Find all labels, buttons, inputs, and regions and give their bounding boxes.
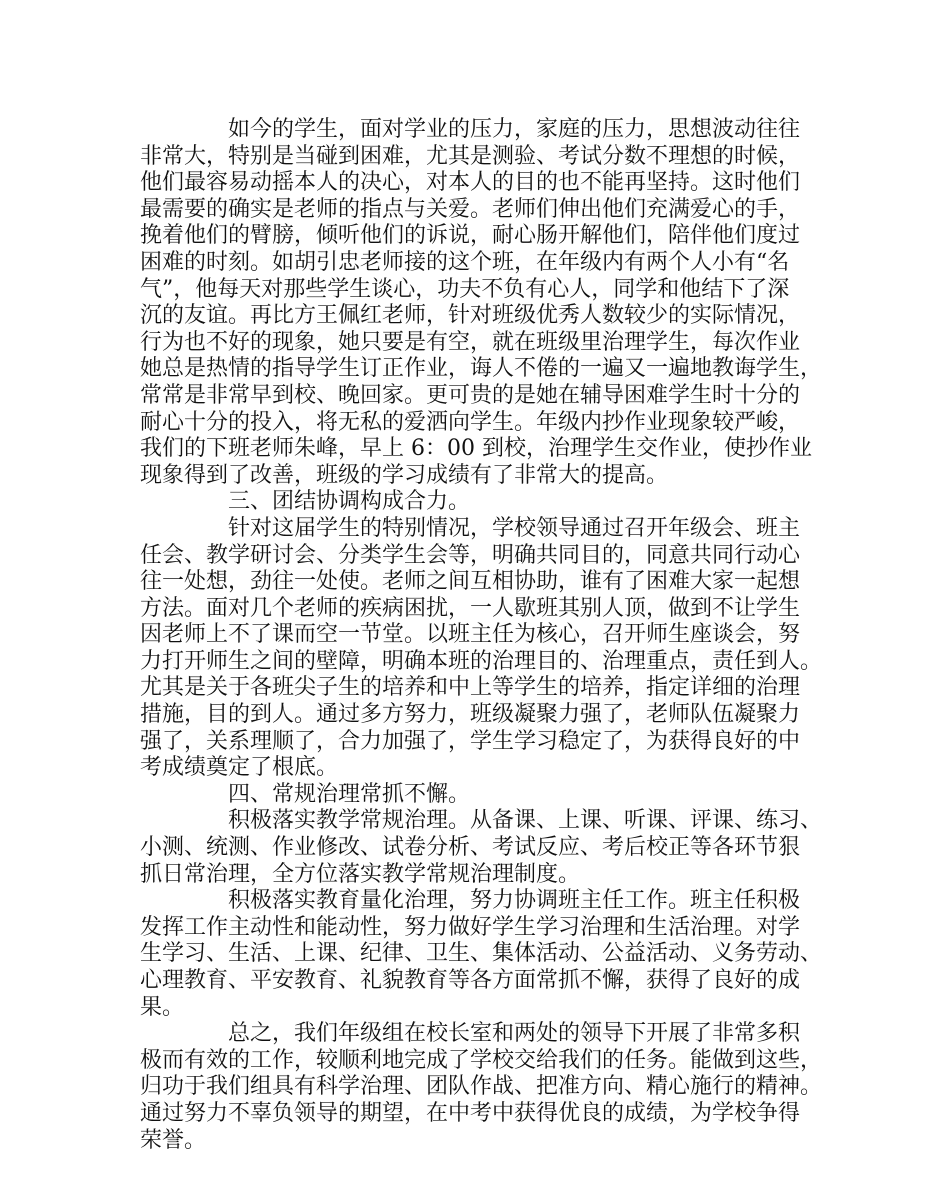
text-line: 考成绩奠定了根底。 [140,755,339,781]
text-line: 困难的时刻。如胡引忠老师接的这个班，在年级内有两个人小有“名 [140,249,790,275]
heading-routine [140,782,830,809]
text-line: 积极落实教学常规治理。从备课、上课、听课、评课、练习、 [228,808,823,834]
text-line: 如今的学生，面对学业的压力，家庭的压力，思想波动往往 [228,117,801,142]
text-line: 针对这届学生的特别情况，学校领导通过召开年级会、班主 [228,515,801,541]
text-line: 力打开师生之间的壁障，明确本班的治理目的、治理重点，责任到人。 [140,648,823,674]
section-heading: 四、常规治理常抓不懈。 [228,781,471,807]
text-line: 沉的友谊。再比方王佩红老师，针对班级优秀人数较少的实际情况， [140,303,801,329]
paragraph-unity [140,516,830,782]
text-line: 尤其是关于各班尖子生的培养和中上等学生的培养，指定详细的治理 [140,675,801,701]
text-line: 行为也不好的现象，她只要是有空，就在班级里治理学生，每次作业 [140,329,801,355]
text-line: 他们最容易动摇本人的决心，对本人的目的也不能再坚持。这时他们 [140,170,801,196]
text-line: 果。 [140,994,185,1020]
text-line: 任会、教学研讨会、分类学生会等，明确共同目的，同意共同行动心 [140,542,801,568]
text-line: 她总是热情的指导学生订正作业，诲人不倦的一遍又一遍地教诲学生， [140,356,823,382]
text-line: 挽着他们的臂膀，倾听他们的诉说，耐心肠开解他们，陪伴他们度过 [140,223,801,249]
text-line: 发挥工作主动性和能动性，努力做好学生学习治理和生活治理。对学 [140,914,801,940]
text-line: 往一处想，劲往一处使。老师之间互相协助，谁有了困难大家一起想 [140,569,801,595]
heading-unity [140,489,830,516]
text-line: 总之，我们年级组在校长室和两处的领导下开展了非常多积 [228,1021,801,1047]
section-heading: 三、团结协调构成合力。 [228,489,471,515]
text-line: 积极落实教育量化治理，努力协调班主任工作。班主任积极 [228,888,801,914]
text-line: 方法。面对几个老师的疾病困扰，一人歇班其别人顶，做到不让学生 [140,595,801,621]
text-line: 常常是非常早到校、晚回家。更可贵的是她在辅导困难学生时十分的 [140,382,801,408]
text-line: 措施，目的到人。通过多方努力，班级凝聚力强了，老师队伍凝聚力 [140,702,801,728]
text-line: 通过努力不辜负领导的期望，在中考中获得优良的成绩，为学校争得 [140,1100,801,1126]
text-line: 荣誉。 [140,1127,207,1153]
text-line: 生学习、生活、上课、纪律、卫生、集体活动、公益活动、义务劳动、 [140,941,823,967]
text-line: 归功于我们组具有科学治理、团队作战、把准方向、精心施行的精神。 [140,1074,823,1100]
paragraph-education-quant [140,888,830,1021]
paragraph-conclusion [140,1021,830,1154]
text-line: 抓日常治理，全方位落实教学常规治理制度。 [140,861,581,887]
text-line: 强了，关系理顺了，合力加强了，学生学习稳定了，为获得良好的中 [140,728,801,754]
text-line: 耐心十分的投入，将无私的爱洒向学生。年级内抄作业现象较严峻， [140,409,801,435]
text-line: 心理教育、平安教育、礼貌教育等各方面常抓不懈，获得了良好的成 [140,968,801,993]
text-line: 现象得到了改善，班级的学习成绩有了非常大的提高。 [140,462,669,488]
text-line: 极而有效的工作，较顺利地完成了学校交给我们的任务。能做到这些， [140,1047,823,1073]
text-line: 非常大，特别是当碰到困难，尤其是测验、考试分数不理想的时候， [140,143,801,169]
text-line: 气”，他每天对那些学生谈心，功夫不负有心人，同学和他结下了深 [140,276,790,302]
document-page [140,117,830,1154]
paragraph-students-care [140,117,830,489]
text-line: 因老师上不了课而空一节堂。以班主任为核心，召开师生座谈会，努 [140,622,801,648]
text-line: 我们的下班老师朱峰，早上 6：00 到校，治理学生交作业，使抄作业 [140,436,812,462]
text-line: 最需要的确实是老师的指点与关爱。老师们伸出他们充满爱心的手， [140,196,801,222]
paragraph-teaching-routine [140,808,830,888]
text-line: 小测、统测、作业修改、试卷分析、考试反应、考后校正等各环节狠 [140,835,801,861]
